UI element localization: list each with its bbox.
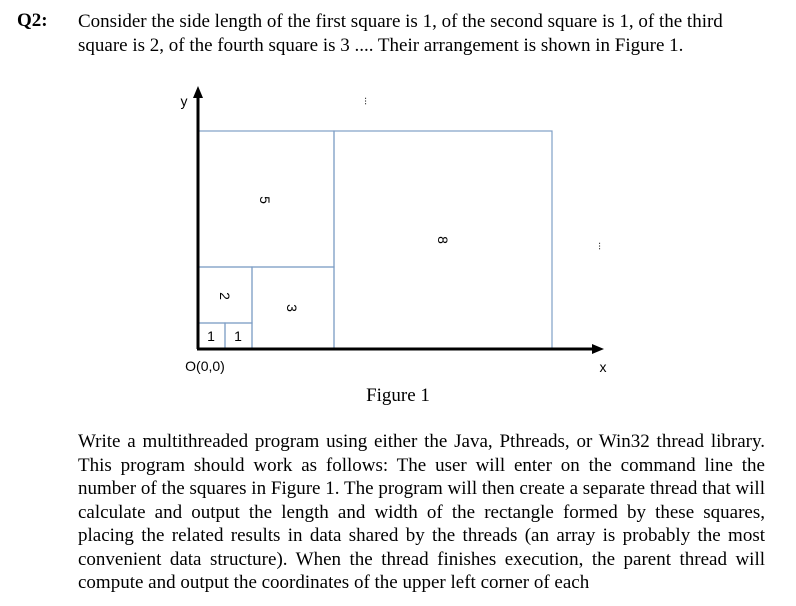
question-intro-line-2: square is 2, of the fourth square is 3 .... Their arrangement is shown in Figure 1. [78,35,684,56]
x-axis-arrow-icon [592,344,604,354]
square-2-label: 2 [217,292,233,300]
right-ellipsis: ... [596,241,607,251]
question-label: Q2: [17,10,48,31]
x-axis-label: x [599,359,607,375]
square-3-label: 3 [284,304,300,312]
body-paragraph: Write a multithreaded program using either the Java, Pthreads, or Win32 thread library. This program should work as follows: The user will enter on the command line the number of the squares in Figure 1. The program will then create a separate thread that will calculate and output the length and width of the rectangle formed by these squares, placing the related results in data shared by the threads (an array is probably the most convenient data structure). When the thread finishes execution, the parent thread will compute and output the coordinates of the upper left corner of each [78,431,765,593]
top-ellipsis: ... [362,96,373,106]
square-1a-label: 1 [207,328,215,344]
figure-caption: Figure 1 [366,385,430,406]
y-axis-arrow-icon [193,86,203,98]
question-intro-line-1: Consider the side length of the first square is 1, of the second square is 1, of the third [78,11,723,32]
origin-label: O(0,0) [185,358,225,374]
square-8-label: 8 [435,236,451,244]
square-1b-label: 1 [234,328,242,344]
y-axis-label: y [180,93,188,109]
square-5-label: 5 [257,196,273,204]
